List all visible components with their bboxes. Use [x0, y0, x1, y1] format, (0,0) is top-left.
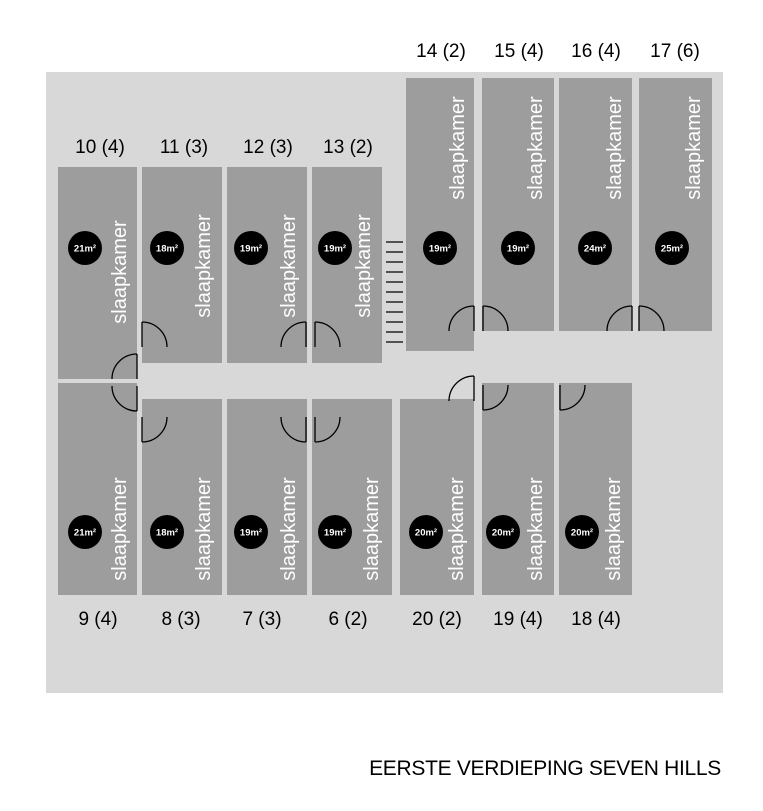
room-12-area-label: 19m²	[239, 243, 263, 255]
room-19	[482, 383, 554, 595]
room-16-area-label: 24m²	[583, 243, 607, 255]
room-10-number: 10 (4)	[75, 137, 125, 158]
room-12-type-label: slaapkamer	[278, 214, 300, 318]
room-19-type-label: slaapkamer	[525, 477, 547, 581]
room-9	[58, 383, 137, 595]
room-15	[482, 78, 554, 331]
room-13-number: 13 (2)	[323, 137, 373, 158]
room-7-area-label: 19m²	[239, 527, 263, 539]
room-11-type-label: slaapkamer	[193, 214, 215, 318]
room-9-type-label: slaapkamer	[109, 477, 131, 581]
room-9-area-label: 21m²	[73, 527, 97, 539]
room-20-type-label: slaapkamer	[446, 477, 468, 581]
room-15-number: 15 (4)	[494, 41, 544, 62]
room-20-number: 20 (2)	[412, 609, 462, 630]
room-13	[312, 167, 382, 363]
room-12	[227, 167, 307, 363]
room-7-number: 7 (3)	[242, 609, 282, 630]
room-14-type-label: slaapkamer	[447, 96, 469, 200]
room-13-area-label: 19m²	[323, 243, 347, 255]
floor-title: EERSTE VERDIEPING SEVEN HILLS	[369, 757, 721, 780]
room-14-number: 14 (2)	[416, 41, 466, 62]
room-16	[559, 78, 632, 331]
room-17-area-label: 25m²	[660, 243, 684, 255]
room-9-number: 9 (4)	[78, 609, 118, 630]
room-17-type-label: slaapkamer	[683, 96, 705, 200]
room-20	[400, 399, 474, 595]
room-19-number: 19 (4)	[493, 609, 543, 630]
room-7	[227, 399, 307, 595]
room-12-number: 12 (3)	[243, 137, 293, 158]
room-6	[312, 399, 392, 595]
room-14-area-label: 19m²	[428, 243, 452, 255]
room-6-number: 6 (2)	[328, 609, 368, 630]
room-15-area-label: 19m²	[506, 243, 530, 255]
room-10	[58, 167, 137, 379]
room-17	[639, 78, 712, 331]
room-8	[142, 399, 222, 595]
room-18	[559, 383, 632, 595]
room-15-type-label: slaapkamer	[525, 96, 547, 200]
room-8-area-label: 18m²	[155, 527, 179, 539]
room-20-area-label: 20m²	[414, 527, 438, 539]
room-13-type-label: slaapkamer	[353, 214, 375, 318]
room-10-area-label: 21m²	[73, 243, 97, 255]
room-16-type-label: slaapkamer	[604, 96, 626, 200]
room-11-number: 11 (3)	[159, 137, 209, 158]
room-17-number: 17 (6)	[650, 41, 700, 62]
room-18-type-label: slaapkamer	[603, 477, 625, 581]
room-19-area-label: 20m²	[491, 527, 515, 539]
room-16-number: 16 (4)	[571, 41, 621, 62]
room-18-number: 18 (4)	[571, 609, 621, 630]
room-6-area-label: 19m²	[323, 527, 347, 539]
room-14	[406, 78, 474, 351]
room-10-type-label: slaapkamer	[109, 220, 131, 324]
room-7-type-label: slaapkamer	[278, 477, 300, 581]
room-11-area-label: 18m²	[155, 243, 179, 255]
room-6-type-label: slaapkamer	[361, 477, 383, 581]
room-11	[142, 167, 222, 363]
room-8-type-label: slaapkamer	[193, 477, 215, 581]
room-8-number: 8 (3)	[161, 609, 201, 630]
room-18-area-label: 20m²	[570, 527, 594, 539]
